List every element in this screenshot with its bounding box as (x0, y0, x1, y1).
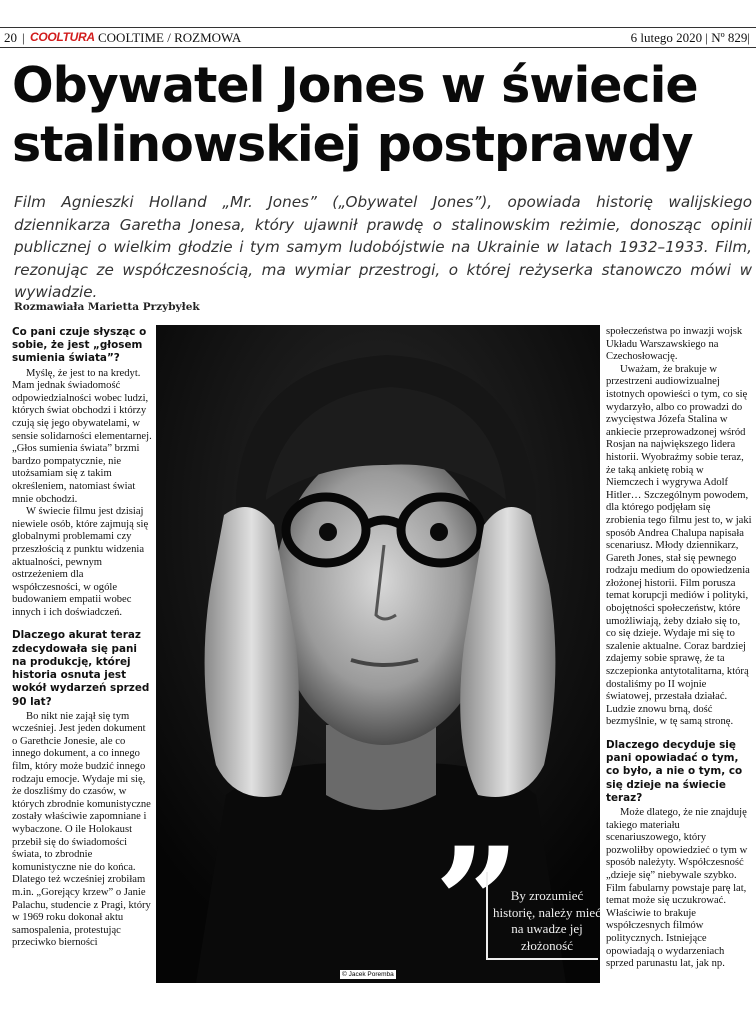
answer-paragraph: Bo nikt nie zajął się tym wcześniej. Jest jeden dokument o Garethcie Jonesie, ale co innego dokument, a co innego film, który może budzić innego rodzaju emocje. Wydaje mi się, że doszliśmy do czasów, w których zbrodnie komunistyczne zostały właściwie zapomniane i wybaczone. O ile Holokaust przebił się do świadomości świata, to zbrodnie komunistyczne nie do końca. Dlatego też wcześniej zrobiłam m.in. „Gorejący krzew” o Janie Palachu, studencie z Pragi, który w 1969 roku dokonał aktu samospalenia, protestując przeciwko bierności (12, 710, 151, 949)
answer-paragraph: Może dlatego, że nie znajduję takiego materiału scenariuszowego, który pozwoliłby opowiedzieć o tym w sposób należyty. Współczesność „dzieje się” niebywale szybko. Film fabularny powstaje parę lat, temat może się uczukrować. Właściwie to brakuje współczesnych filmów politycznych. Istniejące opowiadają o wydarzeniach sprzed parunastu lat, jak np. (606, 807, 748, 970)
date-issue: 6 lutego 2020 | Nº 829| (630, 30, 750, 45)
headline-line-1: Obywatel Jones w świecie (12, 57, 698, 114)
question-1: Co pani czuje słysząc o sobie, że jest „głosem sumienia świata”? (12, 326, 147, 365)
header-bar (0, 27, 756, 48)
section-label: COOLTIME / ROZMOWA (98, 30, 242, 45)
magazine-logo: COOLTURA (30, 30, 95, 44)
lead-paragraph: Film Agnieszki Holland „Mr. Jones” („Obywatel Jones”), opowiada historię walijskiego dziennikarza Garetha Jonesa, który ujawnił prawdę o stalinowskim reżimie, donosząc opinii publicznej o wielkim głodzie i tym samym ludobójstwie na Ukrainie w latach 1932–1933. Film, rezonując ze współczesnością, ma wymiar przestrogi, o której reżyserka stanowczo mówi w wywiadzie. (14, 193, 752, 301)
byline: Rozmawiała Marietta Przybyłek (14, 301, 200, 313)
answer-paragraph: Myślę, że jest to na kredyt. Mam jednak świadomość odpowiedzialności wobec ludzi, których świat obchodzi i którzy czują się jego obywatelami, w sensie solidarności elementarnej. „Głos sumienia świata” brzmi bardzo pompatycznie, nie utożsamiam się z takim określeniem, natomiast świat mnie obchodzi. (12, 367, 152, 505)
question-2: Dlaczego akurat teraz zdecydowała się pani na produkcję, której historia osnuta jest wokół wydarzeń sprzed 90 lat? (12, 629, 150, 708)
question-3: Dlaczego decyduje się pani opowiadać o tym, co było, a nie o tym, co się dzieje na świecie teraz? (606, 739, 743, 804)
photo-credit: © Jacek Poremba (342, 971, 394, 978)
right-column (606, 326, 752, 971)
headline-line-2: stalinowskiej postprawdy (12, 116, 693, 173)
pull-quote: By zrozumieć historię, należy mieć na uwadze jej złożoność (493, 888, 601, 953)
header-separator: | (22, 30, 25, 45)
left-column (12, 326, 152, 950)
answer-paragraph: W świecie filmu jest dzisiaj niewiele osób, które zajmują się globalnymi problemami czy przeszłością z punktu widzenia aktualności, pewnym ostrzeżeniem dla współczesności, w ogóle budowaniem empatii wobec innych i ich doświadczeń. (12, 506, 149, 618)
answer-paragraph: społeczeństwa po inwazji wojsk Układu Warszawskiego na Czechosłowację. (606, 326, 743, 363)
page-number: 20 (4, 30, 17, 45)
headline (12, 56, 752, 174)
answer-paragraph: Uważam, że brakuje w przestrzeni audiowizualnej istotnych opowieści o tym, co się wydarzyło, albo co prowadzi do zwycięstwa Józefa Stalina w ankiecie przeprowadzonej wśród Rosjan na największego lidera historii. Wyobraźmy sobie teraz, że taką ankietę robią w Niemczech i wygrywa Adolf Hitler… Szczególnym powodem, dla którego podjęłam się zrobienia tego filmu jest to, w jaki sposób Andrea Chalupa napisała scenariusz. Młody dziennikarz, Gareth Jones, stał się pewnego rodzaju medium do opowiedzenia złożonej historii. Film porusza temat korupcji mediów i polityki, obojętności społeczeństw, które umożliwiają, żeby działo się to, co się dzieje. Wydaje mi się to szalenie aktualne. Coraz bardziej zdajemy sobie sprawę, że ta szczepionka antytotalitarna, którą dostaliśmy po II wojnie światowej, przestała działać. Ludzie znowu brną, dość bezmyślnie, w tę samą stronę. (606, 363, 752, 728)
